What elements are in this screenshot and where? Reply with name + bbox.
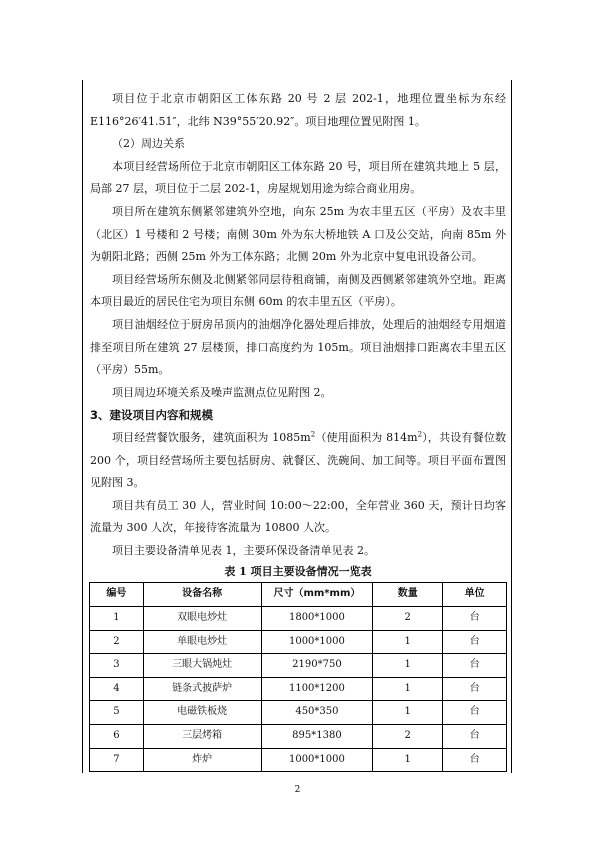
page-number: 2 <box>294 785 301 795</box>
table-cell: 6 <box>90 725 144 749</box>
table-cell: 450*350 <box>261 701 373 725</box>
table-cell: 三眼大锅炖灶 <box>143 654 261 678</box>
table-cell: 1 <box>90 607 144 631</box>
table-cell: 895*1380 <box>261 725 373 749</box>
header-number: 编号 <box>90 583 144 607</box>
equipment-table <box>89 582 507 772</box>
header-unit: 单位 <box>443 583 507 607</box>
table-cell: 1800*1000 <box>261 607 373 631</box>
subheading-surroundings: （2）周边关系 <box>112 137 185 151</box>
table-cell: 三层烤箱 <box>143 725 261 749</box>
section-heading-scale: 3、建设项目内容和规模 <box>90 408 214 423</box>
table-cell: 单眼电炒灶 <box>143 630 261 654</box>
table-cell: 3 <box>90 654 144 678</box>
table-caption: 表 1 项目主要设备情况一览表 <box>224 565 372 579</box>
table-cell: 双眼电炒灶 <box>143 607 261 631</box>
table-cell: 2 <box>90 630 144 654</box>
table-row <box>90 725 507 749</box>
table-cell: 1 <box>373 654 443 678</box>
table-cell: 1000*1000 <box>261 748 373 772</box>
paragraph-adjacent: 项目经营场所东侧及北侧紧邻同层待租商铺，南侧及西侧紧邻建筑外空地。距离本项目最近的居民住宅为项目东侧 60m 的农丰里五区（平房）。 <box>90 272 506 309</box>
table-cell: 2 <box>373 725 443 749</box>
table-row <box>90 607 507 631</box>
paragraph-building: 本项目经营场所位于北京市朝阳区工体东路 20 号，项目所在建筑共地上 5 层，局部 27 层，项目位于二层 202-1，房屋规划用途为综合商业用房。 <box>90 159 506 196</box>
table-cell: 链条式披萨炉 <box>143 677 261 701</box>
table-row <box>90 748 507 772</box>
table-cell: 1 <box>373 701 443 725</box>
table-cell: 台 <box>443 677 507 701</box>
table-cell: 台 <box>443 607 507 631</box>
header-quantity: 数量 <box>373 583 443 607</box>
document-body <box>90 88 506 772</box>
table-header-row <box>90 583 507 607</box>
header-device-name: 设备名称 <box>143 583 261 607</box>
table-row <box>90 677 507 701</box>
table-cell: 2190*750 <box>261 654 373 678</box>
table-cell: 台 <box>443 725 507 749</box>
table-cell: 台 <box>443 748 507 772</box>
paragraph-equipment-ref: 项目主要设备清单见表 1，主要环保设备清单见表 2。 <box>112 543 375 557</box>
table-cell: 炸炉 <box>143 748 261 772</box>
table-row <box>90 654 507 678</box>
table-cell: 1 <box>373 748 443 772</box>
table-cell: 台 <box>443 630 507 654</box>
paragraph-figure2-ref: 项目周边环境关系及噪声监测点位见附图 2。 <box>112 385 332 399</box>
table-cell: 4 <box>90 677 144 701</box>
table-cell: 电磁铁板烧 <box>143 701 261 725</box>
header-size: 尺寸（mm*mm） <box>261 583 373 607</box>
table-cell: 1 <box>373 677 443 701</box>
table-cell: 台 <box>443 654 507 678</box>
paragraph-location: 项目位于北京市朝阳区工体东路 20 号 2 层 202-1，地理位置坐标为东经 E116°26′41.51″，北纬 N39°55′20.92″。项目地理位置见附图 1。 <box>90 92 506 128</box>
paragraph-fume-exhaust: 项目油烟经位于厨房吊顶内的油烟净化器处理后排放，处理后的油烟经专用烟道排至项目所在建筑 27 层楼顶，排口高度约为 105m。项目油烟排口距离农丰里五区（平房）55m。 <box>90 317 506 377</box>
table-cell: 7 <box>90 748 144 772</box>
table-cell: 5 <box>90 701 144 725</box>
table-body <box>90 607 507 772</box>
table-cell: 台 <box>443 701 507 725</box>
paragraph-staff: 项目共有员工 30 人，营业时间 10:00～22:00，全年营业 360 天，预计日均客流量为 300 人次，年接待客流量为 10800 人次。 <box>90 498 506 535</box>
table-cell: 1 <box>373 630 443 654</box>
table-cell: 1100*1200 <box>261 677 373 701</box>
table-row <box>90 630 507 654</box>
table-row <box>90 701 507 725</box>
table-cell: 2 <box>373 607 443 631</box>
paragraph-neighbors: 项目所在建筑东侧紧邻建筑外空地，向东 25m 为农丰里五区（平房）及农丰里（北区）1 号楼和 2 号楼；南侧 30m 外为东大桥地铁 A 口及公交站，向南 85m 外为朝阳北路；西侧 25m 外为工体东路；北侧 20m 外为北京中复电讯设备公司。 <box>90 204 506 264</box>
table-cell: 1000*1000 <box>261 630 373 654</box>
paragraph-area: 项目经营餐饮服务，建筑面积为 $1085m^2$（使用面积为 $814m^2$），共设有餐位数 200 个，项目经营场所主要包括厨房、就餐区、洗碗间、加工间等。项目平面布置图见附图 3。 <box>90 430 507 490</box>
